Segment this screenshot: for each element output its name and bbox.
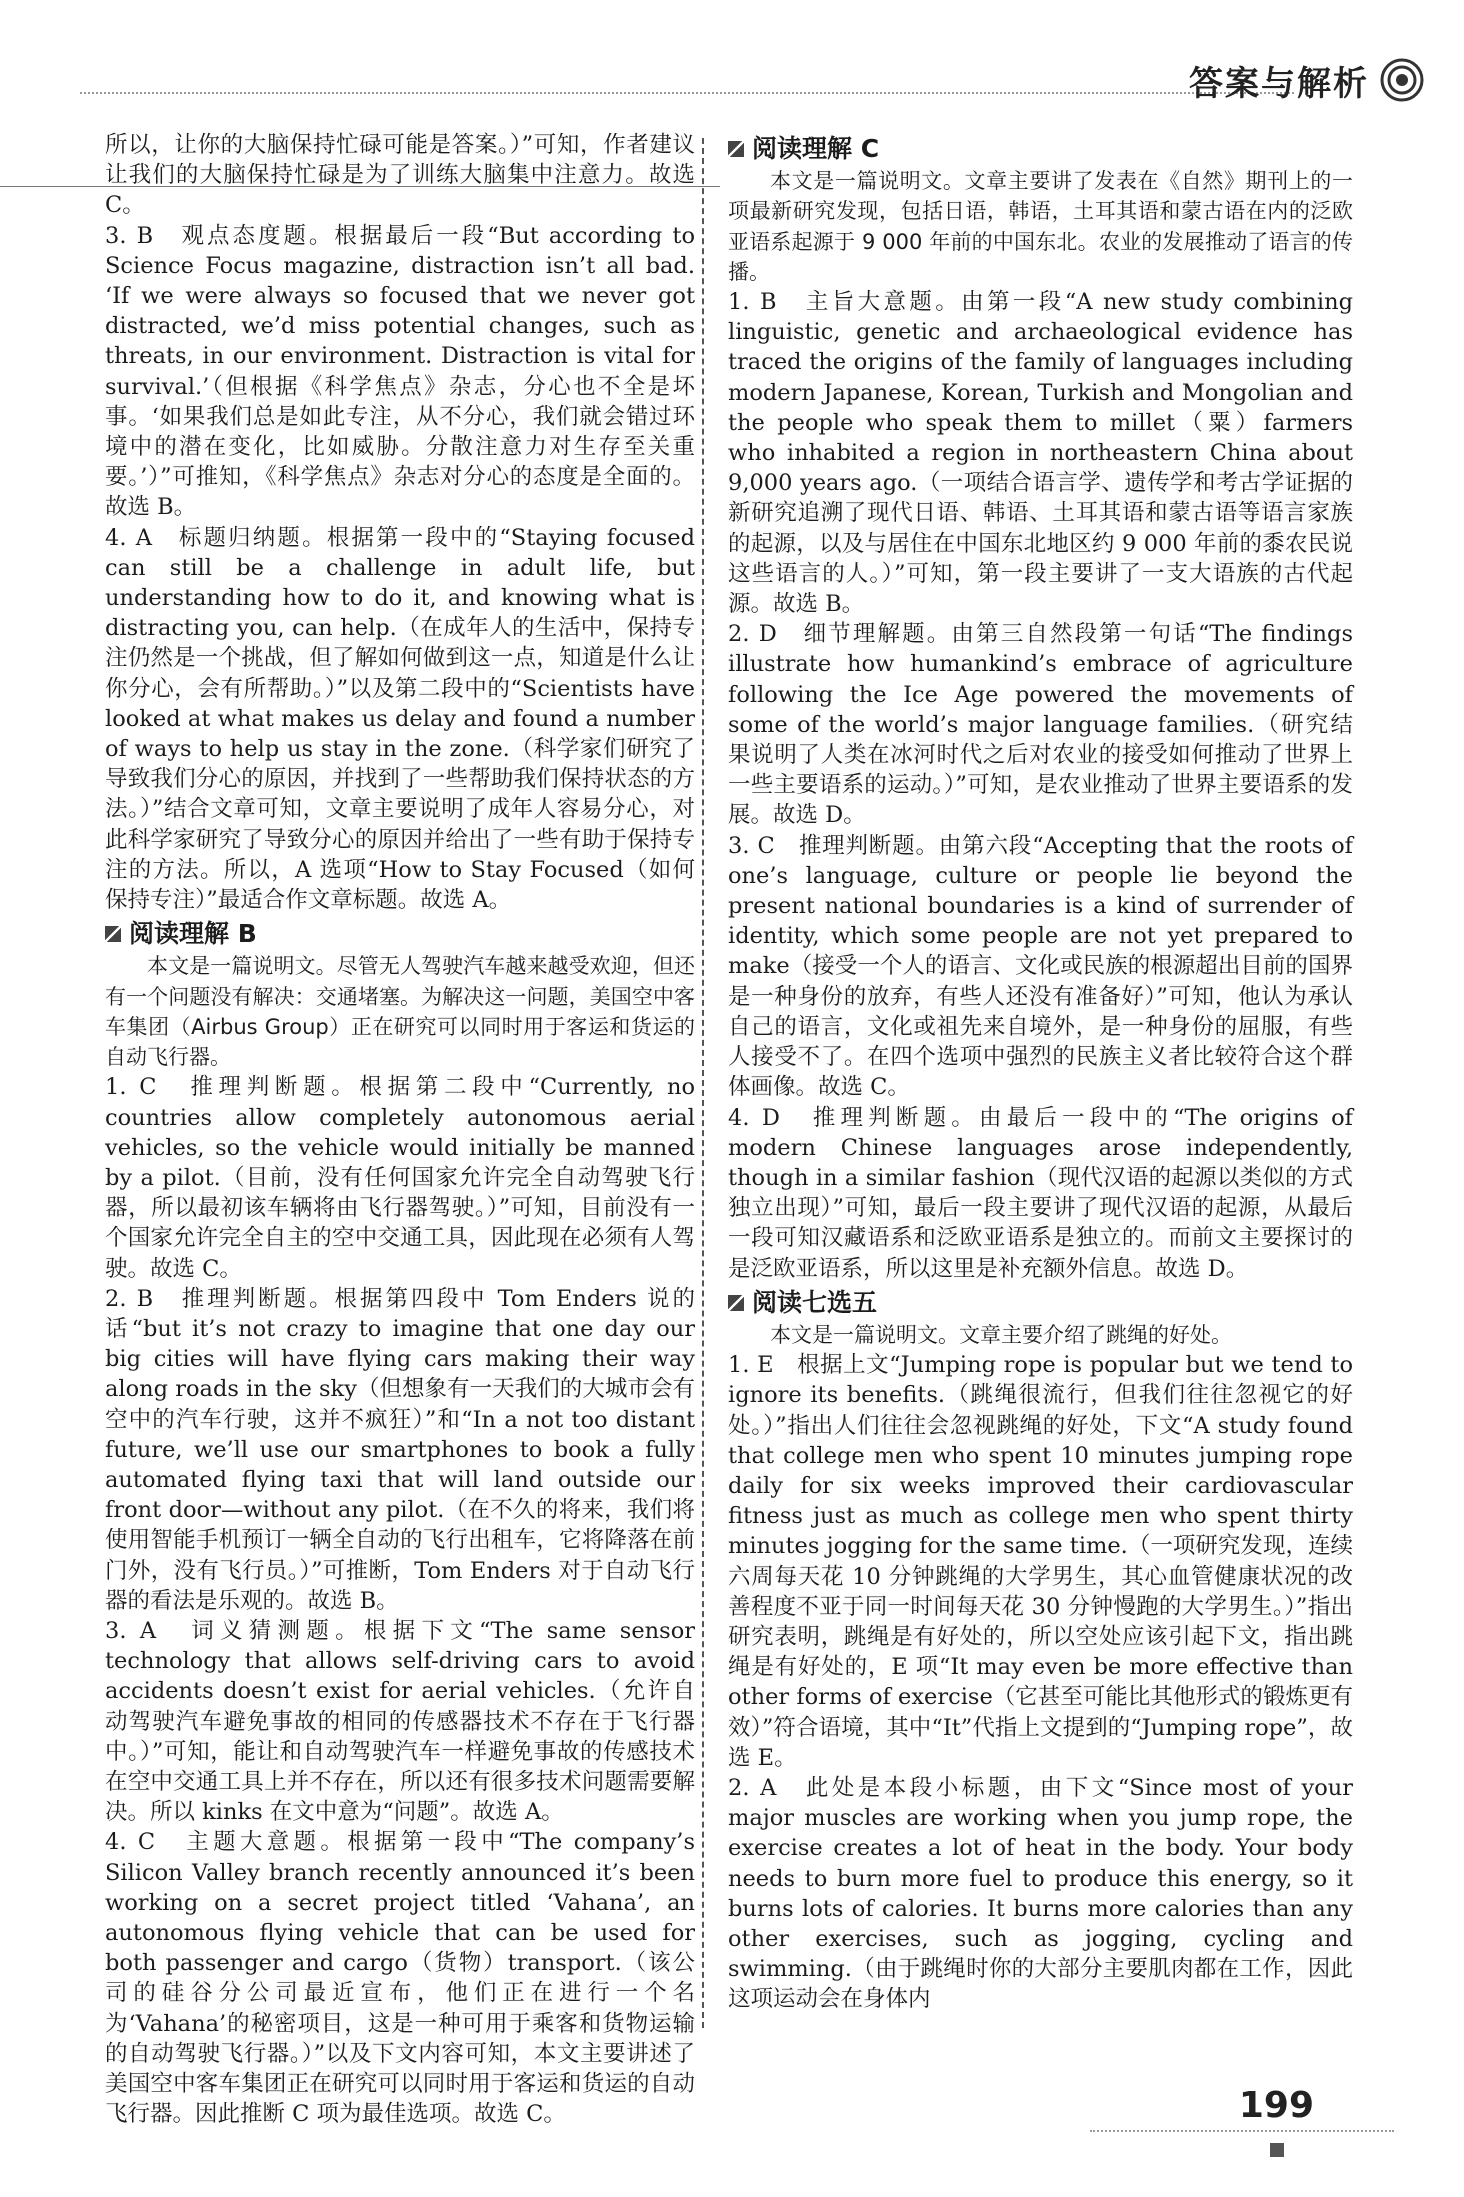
answer-item: 1. E 根据上文“Jumping rope is popular but we tend to ignore its benefits.（跳绳很流行，但我们往往忽视它的好处。）”指出人们往往会忽视跳绳的好处，下文“A study found that college men who spent 10 minutes jumping rope daily for six weeks improved their cardiovascular fitness just as much as college men who spent thirty minutes jogging for the same time.（一项研究发现，连续六周每天花 10 分钟跳绳的大学男生，其心血管健康状况的改善程度不亚于同一时间每天花 30 分钟慢跑的大学男生。）”指出研究表明，跳绳是有好处的，所以空处应该引起下文，指出跳绳是有好处的，E 项“It may even be more effective than other forms of exercise（它甚至可能比其他形式的锻炼更有效）”符合语境，其中“It”代指上文提到的“Jumping rope”，故选 E。 — [728, 1352, 1353, 1771]
answer-item: 4. C 主题大意题。根据第一段中“The company’s Silicon Valley branch recently announced it’s been working on a secret project titled ‘Vahana’, an autonomous flying vehicle that can be used for both passenger and cargo（货物）transport.（该公司的硅谷分公司最近宣布，他们正在进行一个名为‘Vahana’的秘密项目，这是一种可用于乘客和货物运输的自动驾驶飞行器。）”以及下文内容可知，本文主要讲述了美国空中客车集团正在研究可以同时用于客运和货运的自动飞行器。因此推断 C 项为最佳选项。故选 C。 — [105, 1829, 695, 2128]
footer-square-icon — [1270, 2143, 1284, 2157]
section-marker-icon — [728, 1295, 744, 1311]
section-title-text: 阅读理解 C — [752, 134, 880, 163]
answer-item: 4. D 推理判断题。由最后一段中的“The origins of modern Chinese languages arose independently, though in a similar fashion（现代汉语的起源以类似的方式独立出现）”可知，最后一段主要讲了现代汉语的起源，从最后一段可知汉藏语系和泛欧亚语系是独立的。而前文主要探讨的是泛欧亚语系，所以这里是补充额外信息。故选 D。 — [728, 1104, 1353, 1282]
answer-item: 3. B 观点态度题。根据最后一段“But according to Science Focus magazine, distraction isn’t all bad. ‘If we were always so focused that we never got distracted, we’d miss potential changes, such as threats, in our environment. Distraction is vital for survival.’（但根据《科学焦点》杂志，分心也不全是坏事。‘如果我们总是如此专注，从不分心，我们就会错过环境中的潜在变化，比如威胁。分散注意力对生存至关重要。’）”可推知，《科学焦点》杂志对分心的态度是全面的。故选 B。 — [105, 222, 695, 521]
right-column — [728, 130, 1353, 2015]
section-marker-icon — [728, 141, 744, 157]
left-column — [105, 130, 695, 2129]
section-title-text: 阅读理解 B — [129, 919, 257, 949]
answer-item: 4. A 标题归纳题。根据第一段中的“Staying focused can still be a challenge in adult life, but understanding how to do it, and knowing what is distracting you, can help.（在成年人的生活中，保持专注仍然是一个挑战，但了解如何做到这一点，知道是什么让你分心，会有所帮助。）”以及第二段中的“Scientists have looked at what makes us delay and found a number of ways to help us stay in the zone.（科学家们研究了导致我们分心的原因，并找到了一些帮助我们保持状态的方法。）”结合文章可知，文章主要说明了成年人容易分心，对此科学家研究了导致分心的原因并给出了一些有助于保持专注的方法。所以，A 选项“How to Stay Focused（如何保持专注）”最适合作文章标题。故选 A。 — [105, 524, 695, 914]
header-title: 答案与解析 — [1189, 64, 1369, 104]
section-title — [728, 1288, 1353, 1318]
passage-summary: 本文是一篇说明文。文章主要介绍了跳绳的好处。 — [770, 1322, 1232, 1347]
section-marker-icon — [105, 926, 121, 942]
answer-item: 1. B 主旨大意题。由第一段“A new study combining linguistic, genetic and archaeological evidence has traced the origins of the family of languages including modern Japanese, Korean, Turkish and Mongolian and the people who speak them to millet（粟）farmers who inhabited a region in northeastern China about 9,000 years ago.（一项结合语言学、遗传学和考古学证据的新研究追溯了现代日语、韩语、土耳其语和蒙古语等语言家族的起源，以及与居住在中国东北地区约 9 000 年前的黍农民说这些语言的人。）”可知，第一段主要讲了一支大语族的古代起源。故选 B。 — [728, 289, 1353, 618]
footer-dotted-line — [1090, 2130, 1394, 2132]
answer-item: 1. C 推理判断题。根据第二段中“Currently, no countries allow completely autonomous aerial vehicles, so the vehicle would initially be manned by a pilot.（目前，没有任何国家允许完全自动驾驶飞行器，所以最初该车辆将由飞行器驾驶。）”可知，目前没有一个国家允许完全自主的空中交通工具，因此现在必须有人驾驶。故选 C。 — [105, 1074, 695, 1282]
answer-item: 2. D 细节理解题。由第三自然段第一句话“The findings illustrate how humankind’s embrace of agriculture following the Ice Age powered the movements of some of the world’s major language families.（研究结果说明了人类在冰河时代之后对农业的接受如何推动了世界上一些主要语系的运动。）”可知，是农业推动了世界主要语系的发展。故选 D。 — [728, 621, 1353, 829]
answer-item: 2. A 此处是本段小标题，由下文“Since most of your major muscles are working when you jump rope, the exercise creates a lot of heat in the body. Your body needs to burn more fuel to produce this energy, so it burns lots of calories. It burns more calories than any other exercises, such as jogging, cycling and swimming.（由于跳绳时你的大部分主要肌肉都在工作，因此这项运动会在身体内 — [728, 1774, 1353, 2013]
section-title-text: 阅读七选五 — [752, 1287, 878, 1317]
header-dotted-line — [80, 92, 1294, 94]
answer-item: 2. B 推理判断题。根据第四段中 Tom Enders 说的话“but it’s not crazy to imagine that one day our big cities will have flying cars making their way along roads in the sky（但想象有一天我们的大城市会有空中的汽车行驶，这并不疯狂）”和“In a not too distant future, we’ll use our smartphones to book a fully automated flying taxi that will land outside our front door—without any pilot.（在不久的将来，我们将使用智能手机预订一辆全自动的飞行出租车，它将降落在前门外，没有飞行员。）”可推断，Tom Enders 对于自动飞行器的看法是乐观的。故选 B。 — [105, 1285, 695, 1614]
answer-item: 3. A 词义猜测题。根据下文“The same sensor technology that allows self-driving cars to avoid accidents doesn’t exist for aerial vehicles.（允许自动驾驶汽车避免事故的相同的传感器技术不存在于飞行器中。）”可知，能让和自动驾驶汽车一样避免事故的传感技术在空中交通工具上并不存在，所以还有很多技术问题需要解决。所以 kinks 在文中意为“问题”。故选 A。 — [105, 1617, 695, 1826]
passage-summary: 本文是一篇说明文。尽管无人驾驶汽车越来越受欢迎，但还有一个问题没有解决：交通堵塞。为解决这一问题，美国空中客车集团（Airbus Group）正在研究可以同时用于客运和货运的自动飞行器。 — [105, 954, 695, 1070]
passage-summary: 本文是一篇说明文。文章主要讲了发表在《自然》期刊上的一项最新研究发现，包括日语，韩语，土耳其语和蒙古语在内的泛欧亚语系起源于 9 000 年前的中国东北。农业的发展推动了语言的传播。 — [728, 169, 1353, 284]
column-divider — [702, 138, 704, 2028]
section-title — [105, 919, 695, 949]
answer-item: 所以，让你的大脑保持忙碌可能是答案。）”可知，作者建议让我们的大脑保持忙碌是为了训练大脑集中注意力。故选 C。 — [105, 132, 695, 219]
answer-item: 3. C 推理判断题。由第六段“Accepting that the roots of one’s language, culture or people lie beyond the present national boundaries is a kind of surrender of identity, which some people are not yet prepared to make（接受一个人的语言、文化或民族的根源超出目前的国界是一种身份的放弃，有些人还没有准备好）”可知，他认为承认自己的语言，文化或祖先来自境外，是一种身份的屈服，有些人接受不了。在四个选项中强烈的民族主义者比较符合这个群体画像。故选 C。 — [728, 832, 1353, 1101]
page-number: 199 — [1238, 2085, 1314, 2126]
section-title — [728, 134, 1353, 164]
target-icon — [1380, 58, 1424, 102]
